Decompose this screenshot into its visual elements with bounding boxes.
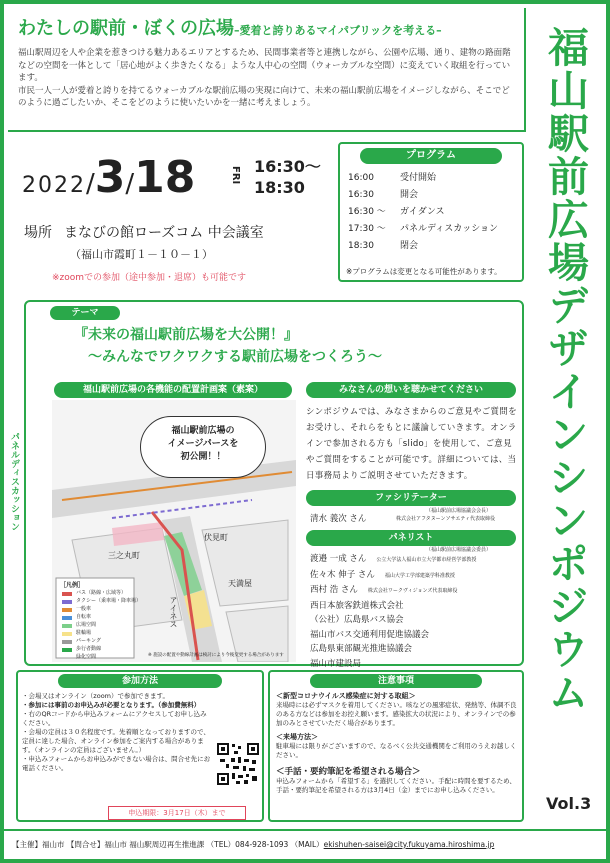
event-title: わたしの駅前・ぼくの広場: [18, 18, 234, 39]
program-label: 受付開始: [400, 173, 437, 183]
time-end: 18:30: [254, 178, 305, 197]
join-item: ・会場又はオンライン（zoom）で参加できます。: [22, 692, 169, 700]
speech-bubble: [140, 416, 266, 478]
join-item: ・右のQRコードから申込みフォームにアクセスしてお申し込みください。: [22, 710, 207, 727]
legend-item: 歩行者動線: [76, 646, 102, 652]
legend-item: 自転車: [76, 614, 92, 620]
join-box: [16, 670, 264, 822]
panelist-item: [310, 568, 520, 584]
facilitator-name: 清水 義次 さん: [310, 514, 367, 524]
panelist-name: 西日本旅客鉄道株式会社: [310, 600, 404, 611]
program-label: 開会: [400, 190, 419, 200]
event-year: 2022: [22, 173, 86, 198]
join-heading: 参加方法: [58, 674, 222, 688]
panelist-list: [310, 552, 520, 671]
panelist-item: [310, 583, 520, 599]
date-slash: /: [86, 169, 95, 199]
qr-code-graphic: [216, 742, 260, 786]
legend-title: ［凡例］: [60, 582, 85, 589]
notice-covid-text: 来場時には必ずマスクを着用してください。咳などの風邪症状、発熱等、体調不良のある方などは参加をお控え願います。感染拡大の状況により、オンラインでの参加のみとさせていただく場合があります。: [276, 701, 517, 727]
panelist-item: [310, 642, 520, 657]
facilitator-heading: ファシリテーター: [306, 490, 516, 506]
zoom-note: ※zoomでの参加（途中参加・退席）も可能です: [52, 273, 247, 283]
event-subtitle: –愛着と誇りあるマイパブリックを考える–: [234, 24, 442, 37]
theme-line-2: 〜みんなでワクワクする駅前広場をつくろう〜: [88, 349, 382, 365]
panelist-name: 西村 浩 さん: [310, 585, 358, 595]
legend-item: 緑化空間: [76, 654, 97, 660]
join-list: [22, 692, 212, 773]
program-item: [348, 187, 516, 204]
program-item: [348, 221, 516, 238]
event-day: 18: [134, 152, 196, 203]
panelist-org: 公立大学法人福山市立大学都市経営学部教授: [376, 557, 477, 563]
vertical-title: 福山駅前広場デザインシンポジウム: [541, 26, 589, 714]
panelist-name: 福山市建設局: [310, 658, 362, 669]
map-heading: 福山駅前広場の各機能の配置計画案（素案）: [54, 382, 292, 398]
program-time: 18:30: [348, 241, 374, 251]
panelist-name: （公社）広島県バス協会: [310, 615, 404, 625]
venue-address: （福山市霞町１－１０－１）: [70, 248, 213, 261]
panelist-item: [310, 613, 520, 628]
notice-access-text: 駐車場には限りがございますので、なるべく公共交通機関をご利用のうえお越しください。: [276, 742, 517, 759]
legend-item: 広場空間: [76, 622, 97, 628]
map-label-sannomaru: 三之丸町: [108, 551, 140, 560]
panelist-item: [310, 552, 520, 568]
panelist-name: 広島県東部観光推進協議会: [310, 644, 413, 654]
notice-sign-title: ＜手話・要約筆記を希望される場合＞: [276, 767, 421, 777]
intro-text-2: 市民一人一人が愛着と誇りを持てるウォーカブルな駅前広場の実現に向けて、未来の福山駅前広場をイメージしながら、そこでどのように過ごしたいか、そこをどのように使いたいかを一緒に考えましょう。: [18, 85, 510, 108]
panel-side-label: パネルディスカッション: [9, 432, 19, 531]
header-section: [8, 8, 526, 132]
join-item: ・参加には事前のお申込みが必要となります。（参加費無料）: [22, 701, 201, 709]
program-item: [348, 238, 516, 255]
notice-heading: 注意事項: [310, 674, 482, 688]
bubble-line-3: 初公開！！: [180, 452, 226, 462]
legend-item: タクシー（乗車場・降車場）: [76, 598, 142, 604]
map-label-fushimi: 伏見町: [204, 533, 228, 542]
notice-covid-title: ＜新型コロナウイルス感染症に対する取組＞: [276, 692, 416, 700]
join-item: ・申込みフォームからお申込みができない場合は、問合せ先にお電話ください。: [22, 755, 211, 772]
program-heading: プログラム: [360, 148, 502, 164]
program-label: パネルディスカッション: [400, 224, 499, 234]
legend-item: 駐輪場: [76, 630, 92, 636]
map-label-aines: アイネス: [169, 596, 178, 628]
map-caption: ※ 施設の配置や動線計画は検討により今後変更する場合があります: [148, 653, 284, 658]
footer-bar: [4, 829, 606, 859]
panelist-name: 福山市バス交通利用促進協議会: [310, 629, 430, 640]
deadline-box: 申込期限：3月17日（木）まで: [108, 806, 246, 820]
notice-access-title: ＜来場方法＞: [276, 733, 318, 741]
facilitator-subtitle: （福山駅前広場協議会会長）: [426, 508, 492, 514]
volume-label: Vol.3: [546, 794, 592, 813]
program-time: 16:00: [348, 173, 374, 183]
panelist-item: [310, 628, 520, 643]
panelist-item: [310, 599, 520, 614]
panelist-name: 佐々木 伸子 さん: [310, 569, 375, 580]
event-month: 3: [94, 152, 126, 203]
program-label: 閉会: [400, 241, 419, 251]
facilitator-org: 株式会社アフタヌーンソサエティ代表取締役: [396, 516, 495, 522]
voice-text: シンポジウムでは、みなさまからのご意見やご質問をお受けし、それらをもとに議論していきます。オンラインで参加される方も「slido」を使用して、ご意見やご質問をすることが可能です。詳細については、当日事務局よりご説明させていただきます。: [306, 407, 517, 481]
panelist-subtitle: （福山駅前広場協議会委員）: [426, 547, 492, 553]
voice-heading: みなさんの想いを聴かせてください: [306, 382, 516, 398]
theme-line-1: 『未来の福山駅前広場を大公開！』: [74, 327, 298, 343]
legend-item: パーキング: [76, 638, 101, 644]
program-time: 17:30 〜: [348, 224, 386, 234]
event-weekday: FRI: [230, 166, 241, 185]
program-item: [348, 170, 516, 187]
panelist-name: 渡邉 一成 さん: [310, 554, 367, 564]
program-box: [338, 142, 524, 282]
vertical-title-column: [526, 4, 610, 829]
date-venue-section: [8, 134, 334, 294]
notice-sign-text: 申込みフォームから「希望する」を選択してください。手配に時間を要するため、手話・要約筆記を希望される方は3月4日（金）までにお申し込みください。: [276, 777, 516, 794]
venue-label: 場所: [24, 225, 52, 241]
time-start: 16:30〜: [254, 157, 321, 176]
program-time: 16:30: [348, 190, 374, 200]
panelist-org: 福山大学工学部建築学科准教授: [384, 572, 455, 579]
site-plan-map: [52, 400, 296, 662]
intro-text: 福山駅周辺を人や企業を惹きつける魅力あるエリアとするため、民間事業者等と連携しながら、公園や広場、通り、建物の路面階などの空間を一体として「居心地がよく歩きたくなる」ような人中心の空間（ウォーカブルな空間）に変えていく取組を行っています。: [18, 48, 511, 83]
program-item: [348, 204, 516, 221]
notice-box: [268, 670, 524, 822]
date-slash: /: [125, 169, 135, 199]
program-time: 16:30 〜: [348, 207, 386, 217]
bubble-line-1: 福山駅前広場の: [171, 426, 235, 436]
theme-label: テーマ: [50, 306, 120, 320]
panel-section: [9, 300, 524, 669]
venue-name: まなびの館ローズコム 中会議室: [64, 225, 264, 241]
program-label: ガイダンス: [400, 207, 445, 217]
legend-item: バス（路線・広域等）: [76, 590, 127, 596]
qr-code: [216, 742, 260, 786]
join-item: ・会場の定員は３０名程度です。先着順となっておりますので、定員に達した場合、オンライン参加をご案内する場合があります。（オンラインの定員はございません。）: [22, 728, 210, 754]
footer-email[interactable]: ekishuhen-saisei@city.fukuyama.hiroshima.jp: [323, 840, 495, 849]
map-label-tenmaya: 天満屋: [228, 579, 252, 588]
panelist-item: [310, 657, 520, 672]
panelist-org: 株式会社ワークヴィジョンズ代表取締役: [367, 588, 458, 594]
program-list: [340, 164, 522, 255]
legend-list: [76, 589, 141, 661]
footer-text: 【主催】福山市 【問合せ】福山市 福山駅周辺再生推進課 （TEL）084-928-1093 （MAIL）: [12, 840, 324, 849]
panelist-heading: パネリスト: [306, 530, 516, 546]
program-note: ※プログラムは変更となる可能性があります。: [346, 267, 502, 276]
bubble-line-2: イメージパースを: [167, 439, 239, 449]
legend-item: 一般車: [76, 606, 92, 612]
